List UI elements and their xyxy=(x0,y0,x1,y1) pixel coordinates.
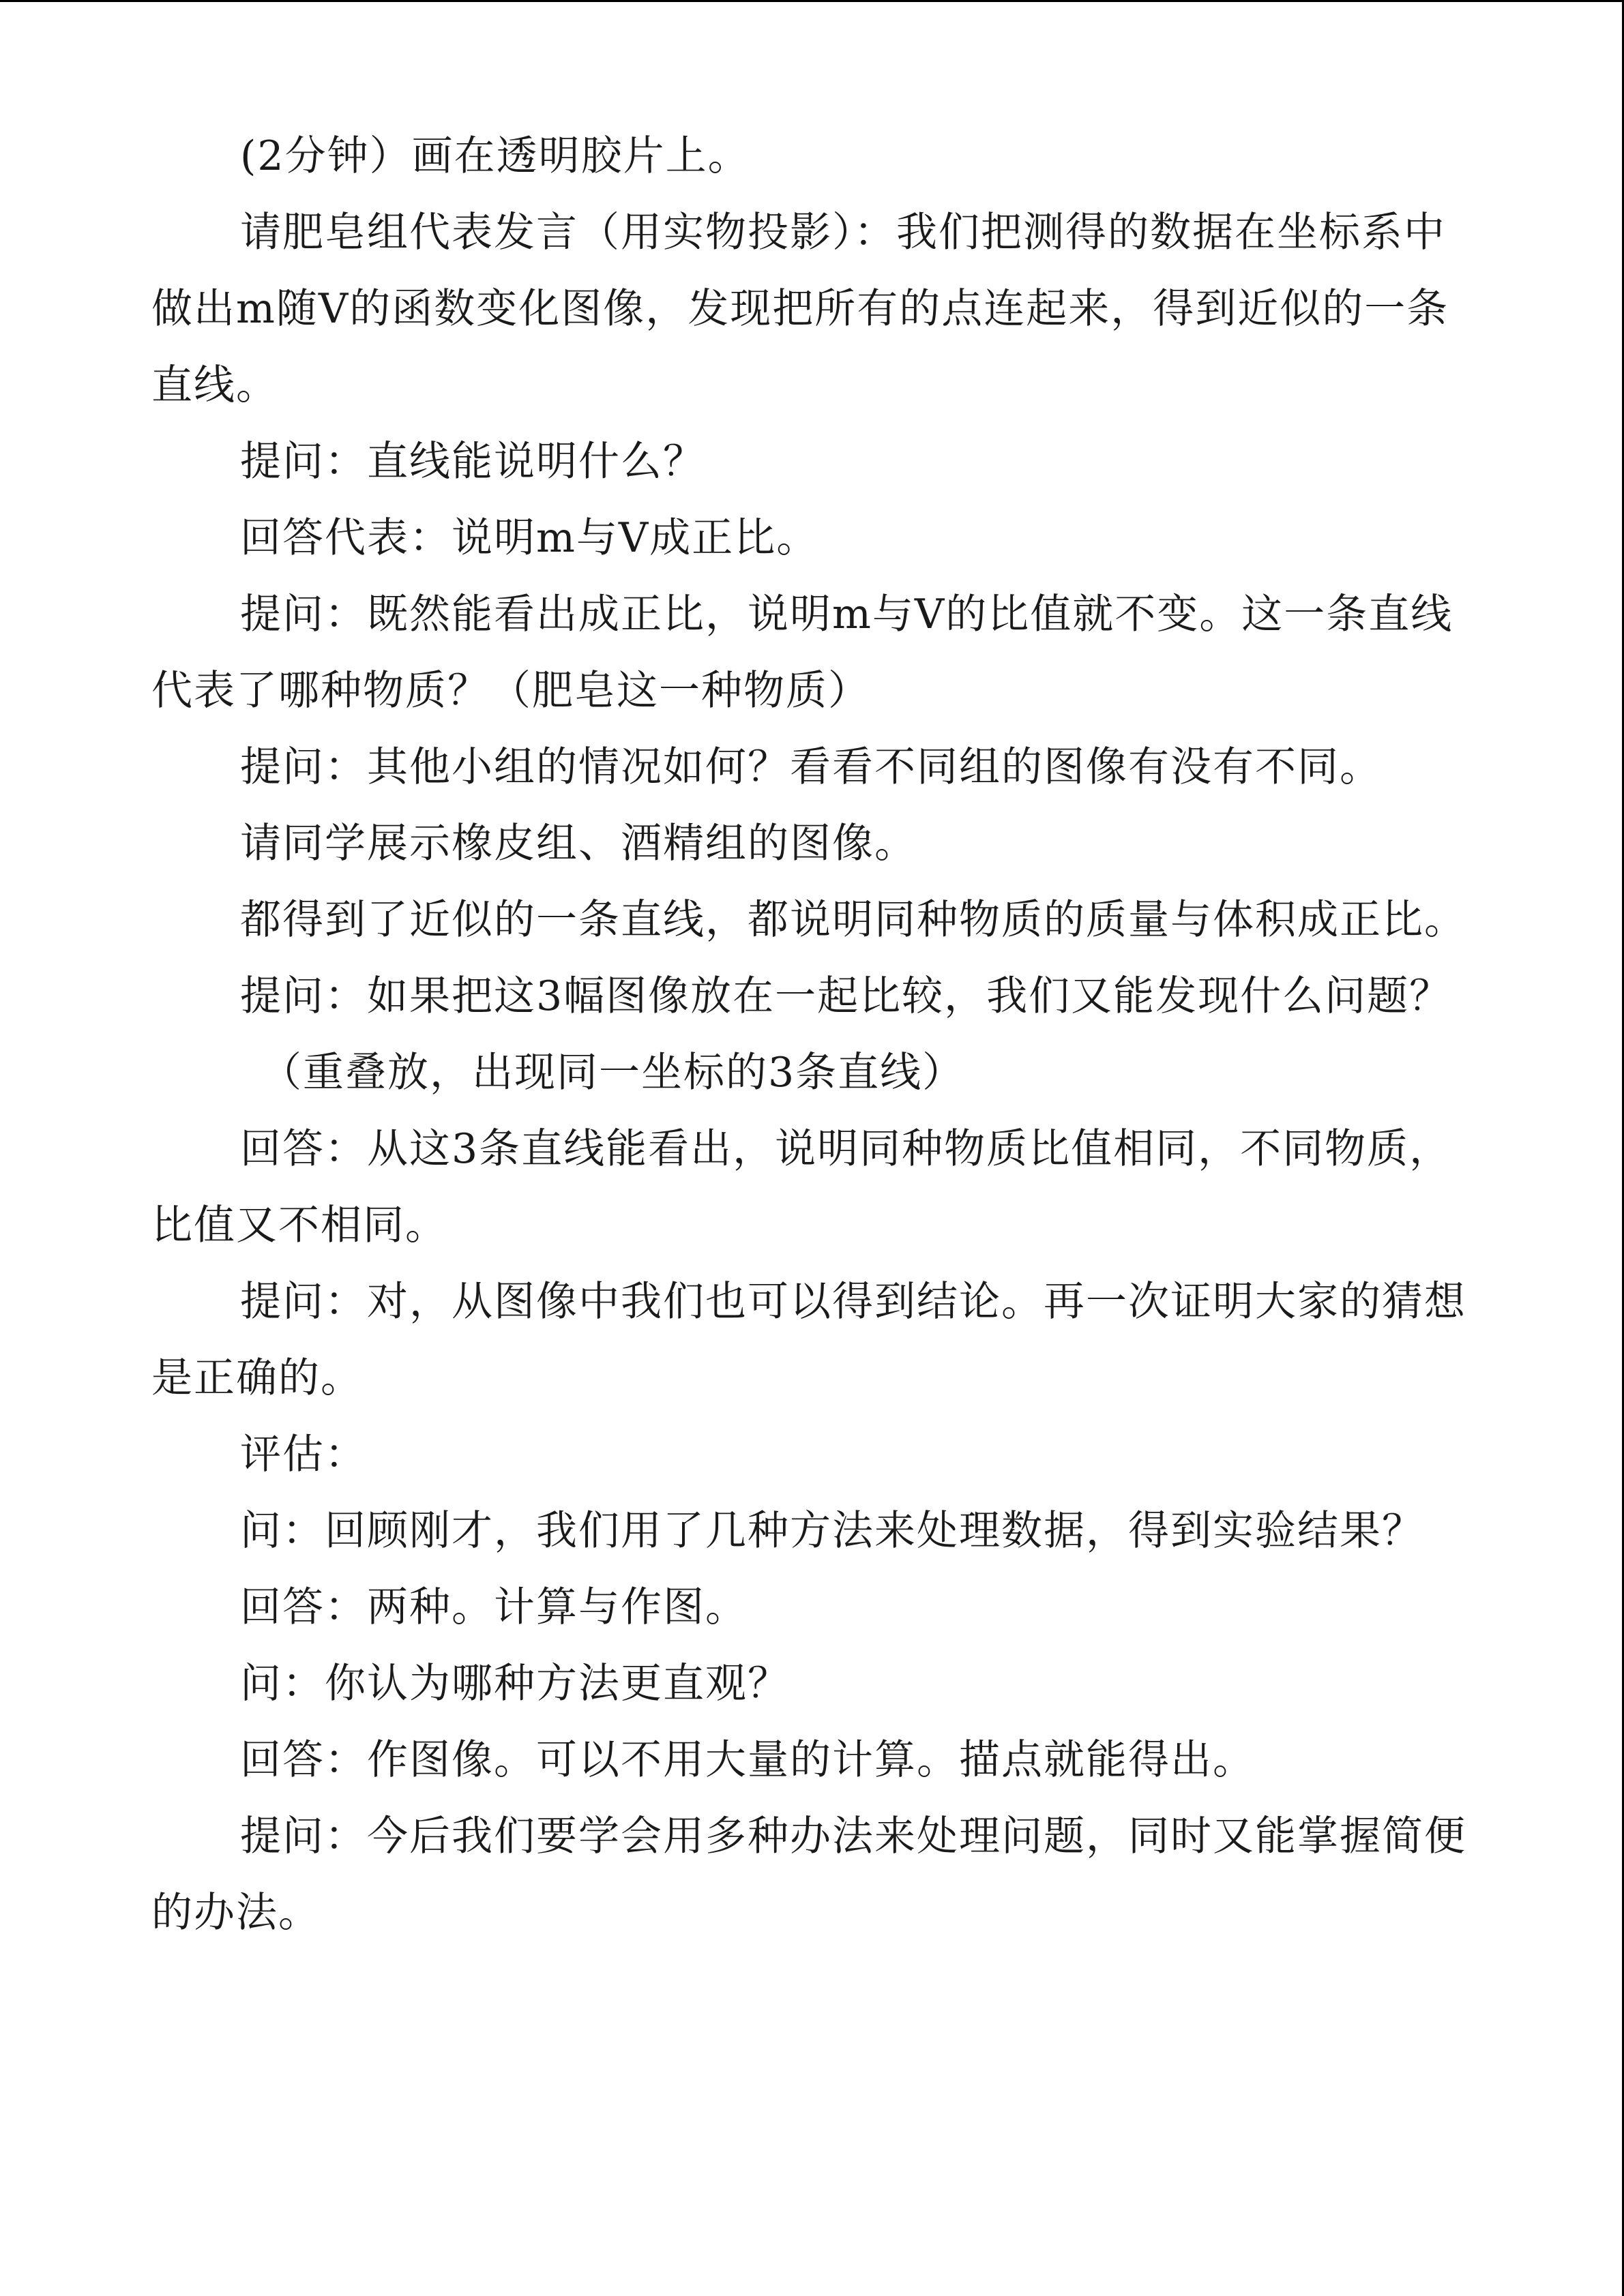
paragraph-18: 提问：今后我们要学会用多种办法来处理问题，同时又能掌握简便的办法。 xyxy=(151,1813,1466,1937)
paragraph-7: 请同学展示橡皮组、酒精组的图像。 xyxy=(240,820,917,867)
paragraph-2: 请肥皂组代表发言（用实物投影）：我们把测得的数据在坐标系中做出m随V的函数变化图像，发现把所有的点连起来，得到近似的一条直线。 xyxy=(151,209,1449,409)
paragraph-10: （重叠放，出现同一坐标的3条直线） xyxy=(261,1049,965,1097)
paragraph-1: (2分钟）画在透明胶片上。 xyxy=(240,132,750,180)
paragraph-16: 问：你认为哪种方法更直观？ xyxy=(240,1660,790,1708)
paragraph-9: 提问：如果把这3幅图像放在一起比较，我们又能发现什么问题？ xyxy=(240,972,1452,1020)
paragraph-14: 问：回顾刚才，我们用了几种方法来处理数据，得到实验结果？ xyxy=(240,1507,1424,1555)
paragraph-17: 回答：作图像。可以不用大量的计算。描点就能得出。 xyxy=(240,1736,1255,1784)
paragraph-6: 提问：其他小组的情况如何？看看不同组的图像有没有不同。 xyxy=(240,743,1382,791)
paragraph-8: 都得到了近似的一条直线，都说明同种物质的质量与体积成正比。 xyxy=(240,896,1466,944)
paragraph-15: 回答：两种。计算与作图。 xyxy=(240,1583,748,1631)
paragraph-5: 提问：既然能看出成正比，说明m与V的比值就不变。这一条直线代表了哪种物质？（肥皂这一种物质） xyxy=(151,591,1453,715)
document-body xyxy=(151,118,1475,1951)
paragraph-3: 提问：直线能说明什么？ xyxy=(240,438,705,486)
paragraph-12: 提问：对，从图像中我们也可以得到结论。再一次证明大家的猜想是正确的。 xyxy=(151,1278,1466,1402)
paragraph-4: 回答代表：说明m与V成正比。 xyxy=(240,514,819,562)
paragraph-11: 回答：从这3条直线能看出，说明同种物质比值相同，不同物质，比值又不相同。 xyxy=(151,1125,1452,1249)
paragraph-13: 评估： xyxy=(240,1431,367,1478)
